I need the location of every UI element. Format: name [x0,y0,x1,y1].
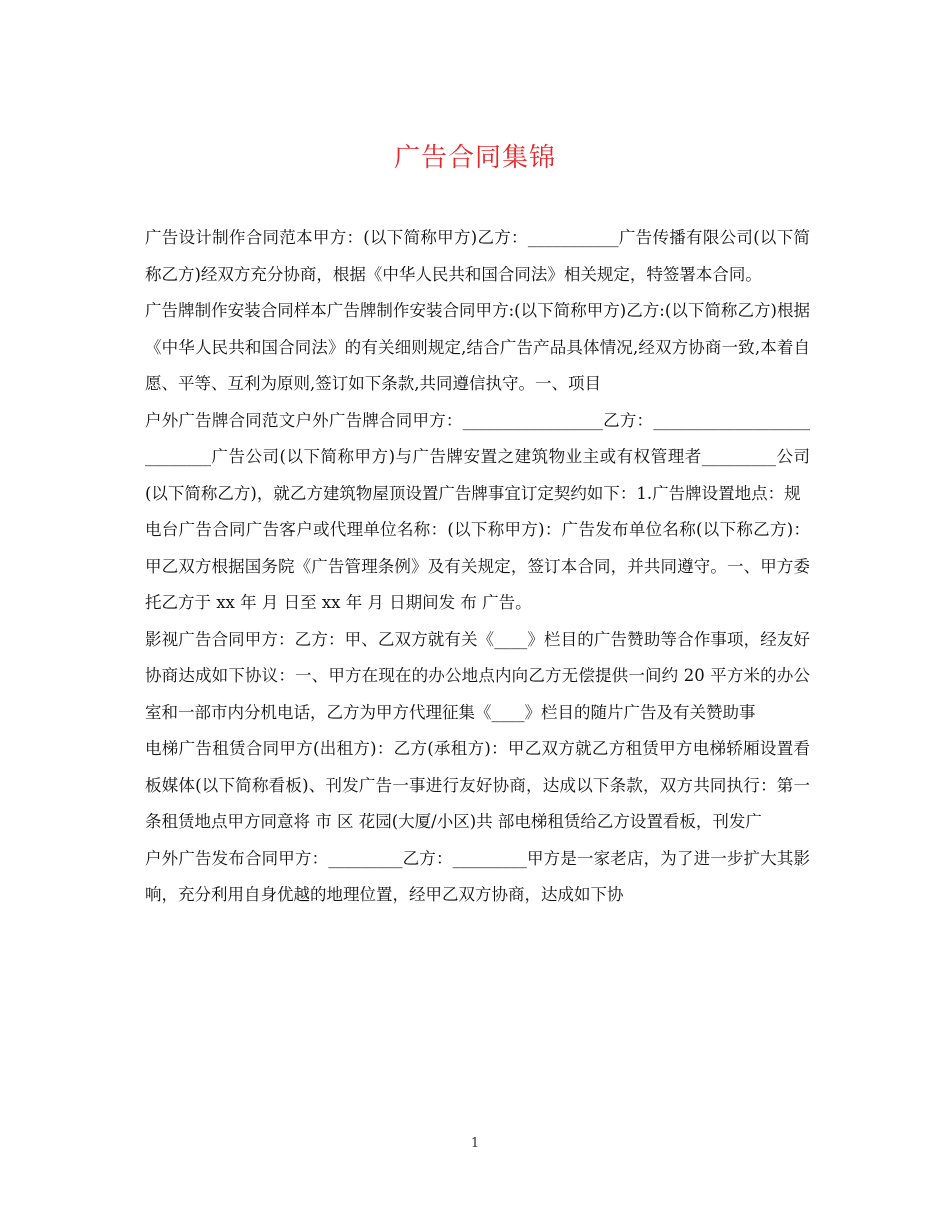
paragraph-elevator-ad: 电梯广告租赁合同甲方(出租方)：乙方(承租方)：甲乙双方就乙方租赁甲方电梯轿厢设置看板媒体(以下简称看板)、刊发广告一事进行友好协商，达成以下条款，双方共同执行：第一条租赁地点甲方同意将 市 区 花园(大厦/小区)共 部电梯租赁给乙方设置看板，刊发广 [145,739,810,831]
page-number: 1 [470,1136,480,1151]
paragraph-outdoor-billboard: 户外广告牌合同范文户外广告牌合同甲方：_________________乙方：___________________________广告公司(以下简称甲方)与广告牌安置之建筑物业主或有权管理者_________公司(以下简称乙方)，就乙方建筑物屋顶设置广告牌事宜订定契约如下：1.广告牌设置地点：规 [145,410,810,503]
paragraph-design-contract: 广告设计制作合同范本甲方：(以下简称甲方)乙方：___________广告传播有限公司(以下简称乙方)经双方充分协商，根据《中华人民共和国合同法》相关规定，特签署本合同。 [145,228,810,284]
paragraph-billboard-installation: 广告牌制作安装合同样本广告牌制作安装合同甲方:(以下简称甲方)乙方:(以下简称乙方)根据《中华人民共和国合同法》的有关细则规定,结合广告产品具体情况,经双方协商一致,本着自愿、平等、互利为原则,签订如下条款,共同遵信执守。一、项目 [145,301,810,393]
page-title: 广告合同集锦 [393,143,556,173]
document-body [145,220,810,914]
paragraph-radio-ad: 电台广告合同广告客户或代理单位名称：(以下称甲方)：广告发布单位名称(以下称乙方)：甲乙双方根据国务院《广告管理条例》及有关规定，签订本合同，并共同遵守。一、甲方委托乙方于 xx 年 月 日至 xx 年 月 日期间发 布 广告。 [145,520,810,612]
paragraph-outdoor-publishing: 户外广告发布合同甲方：_________乙方：_________甲方是一家老店，为了进一步扩大其影响，充分利用自身优越的地理位置，经甲乙双方协商，达成如下协 [145,848,810,904]
paragraph-film-tv-ad: 影视广告合同甲方：乙方：甲、乙双方就有关《____》栏目的广告赞助等合作事项，经友好协商达成如下协议：一、甲方在现在的办公地点内向乙方无偿提供一间约 20 平方米的办公室和一部市内分机电话，乙方为甲方代理征集《____》栏目的随片广告及有关赞助事 [145,629,810,722]
